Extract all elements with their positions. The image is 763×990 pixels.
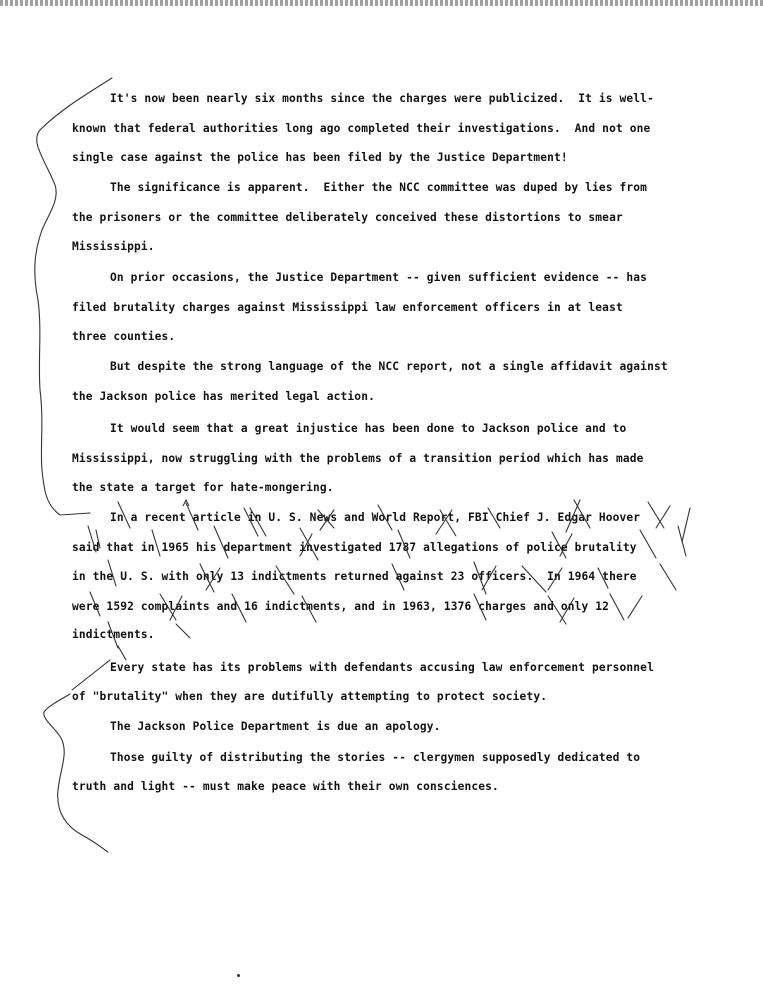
struck-text-line: in the U. S. with only 13 indictments returned against 23 officers. In 1964 there <box>72 570 637 583</box>
text-line: Every state has its problems with defendants accusing law enforcement personnel <box>110 661 654 674</box>
page-top-edge <box>0 0 763 6</box>
strike-mark <box>118 646 126 660</box>
text-line: It's now been nearly six months since the charges were publicized. It is well- <box>110 92 654 105</box>
text-line: But despite the strong language of the NCC report, not a single affidavit against <box>110 360 668 373</box>
strike-mark <box>660 564 676 590</box>
struck-text-line: were 1592 complaints and 16 indictments, and in 1963, 1376 charges and only 12 <box>72 600 610 613</box>
text-line: the Jackson police has merited legal action. <box>72 390 375 403</box>
scan-speck <box>237 974 240 977</box>
strike-mark <box>682 508 690 542</box>
strike-mark <box>648 502 670 528</box>
struck-text-line: indictments. <box>72 628 155 641</box>
text-line: Those guilty of distributing the stories -- clergymen supposedly dedicated to <box>110 751 641 764</box>
text-line: three counties. <box>72 330 176 343</box>
margin-bracket-top <box>35 78 112 515</box>
caret-mark <box>183 500 189 506</box>
margin-bracket-bottom <box>44 660 110 852</box>
text-line: Mississippi, now struggling with the problems of a transition period which has made <box>72 452 644 465</box>
text-line: of "brutality" when they are dutifully attempting to protect society. <box>72 690 548 703</box>
strike-mark <box>678 526 686 556</box>
text-line: It would seem that a great injustice has been done to Jackson police and to <box>110 422 627 435</box>
text-line: the state a target for hate-mongering. <box>72 481 334 494</box>
text-line: known that federal authorities long ago completed their investigations. And not one <box>72 122 651 135</box>
strike-mark <box>610 594 642 620</box>
struck-text-line: In a recent article in U. S. News and World Report, FBI Chief J. Edgar Hoover <box>110 511 641 524</box>
text-line: truth and light -- must make peace with their own consciences. <box>72 780 499 793</box>
text-line: On prior occasions, the Justice Department -- given sufficient evidence -- has <box>110 271 648 284</box>
strike-mark <box>176 624 190 638</box>
text-line: single case against the police has been filed by the Justice Department! <box>72 151 568 164</box>
text-line: filed brutality charges against Mississippi law enforcement officers in at least <box>72 301 623 314</box>
struck-text-line: said that in 1965 his department investigated 1787 allegations of police brutality <box>72 541 637 554</box>
strike-mark <box>640 530 656 558</box>
text-line: The Jackson Police Department is due an apology. <box>110 720 441 733</box>
text-line: Mississippi. <box>72 240 155 253</box>
text-line: The significance is apparent. Either the NCC committee was duped by lies from <box>110 181 648 194</box>
text-line: the prisoners or the committee deliberately conceived these distortions to smear <box>72 211 623 224</box>
